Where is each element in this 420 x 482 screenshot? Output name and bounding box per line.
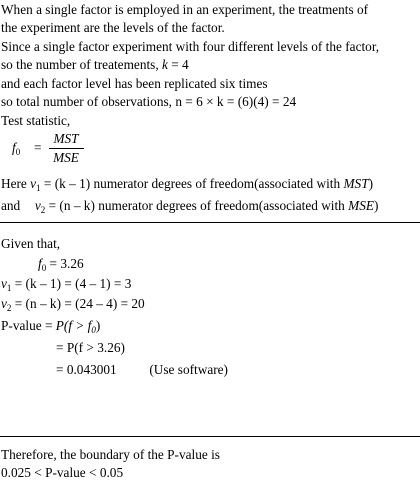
f-subscript: 0 xyxy=(15,147,21,157)
p-value-label: P-value = xyxy=(1,318,53,333)
given-label: Given that, xyxy=(1,236,61,251)
fraction-bar xyxy=(49,148,84,149)
here-line-2 xyxy=(1,198,378,215)
intro-line-6 xyxy=(1,94,296,110)
mse-term: MSE xyxy=(348,198,375,213)
v2-variable: v xyxy=(34,198,41,213)
given-v2-equation: = (n – k) = (24 – 4) = 20 xyxy=(14,296,145,311)
here-line-1 xyxy=(1,176,373,193)
fraction-denominator: MSE xyxy=(53,150,79,165)
p-value-line-3 xyxy=(56,362,228,378)
given-v1-equation: = (k – 1) = (4 – 1) = 3 xyxy=(14,276,132,291)
formula-equals: = xyxy=(34,140,42,155)
intro-line-1: When a single factor is employed in an experiment, the treatments of xyxy=(1,2,369,17)
conclusion-line-2: 0.025 < P-value < 0.05 xyxy=(1,465,124,480)
treatments-text: so the number of treatements, xyxy=(1,57,159,72)
given-f-subscript: 0 xyxy=(41,263,47,273)
here-prefix: Here xyxy=(1,176,27,191)
divider-1 xyxy=(0,222,420,223)
v1-close-paren: ) xyxy=(368,176,374,191)
p-value-line-2: = P(f > 3.26) xyxy=(56,340,125,355)
v2-subscript: 2 xyxy=(40,205,46,215)
k-variable: k xyxy=(162,57,168,72)
given-v2-subscript: 2 xyxy=(6,303,12,313)
p-value-line-1 xyxy=(1,318,100,335)
given-v1-variable: v xyxy=(1,276,7,291)
intro-line-3: Since a single factor experiment with four different levels of the factor, xyxy=(1,39,380,54)
k-value: = 4 xyxy=(171,57,189,72)
given-v2-variable: v xyxy=(1,296,7,311)
given-f0 xyxy=(38,256,84,273)
given-v1-subscript: 1 xyxy=(6,283,12,293)
p-value-subscript: 0 xyxy=(91,325,96,335)
p-value-close-paren: ) xyxy=(95,318,101,333)
divider-2 xyxy=(0,436,420,437)
v1-description: numerator degrees of freedom(associated with xyxy=(93,176,341,191)
intro-line-4 xyxy=(1,57,189,73)
v1-subscript: 1 xyxy=(36,183,41,193)
mst-term: MST xyxy=(343,176,369,191)
formula-lhs xyxy=(12,140,20,157)
observations-equation: n = 6 × k = (6)(4) = 24 xyxy=(175,94,297,109)
v2-close-paren: ) xyxy=(374,198,379,213)
and-prefix: and xyxy=(1,198,21,213)
intro-line-2: the experiment are the levels of the factor. xyxy=(1,20,225,35)
test-statistic-label: Test statistic, xyxy=(1,113,71,128)
given-f0-value: = 3.26 xyxy=(49,256,84,271)
given-v1 xyxy=(1,276,131,293)
p-value-expression: P(f > f xyxy=(55,318,92,333)
v1-variable: v xyxy=(30,176,37,191)
intro-line-5: and each factor level has been replicated six times xyxy=(1,76,268,91)
software-note: (Use software) xyxy=(149,362,228,377)
v2-description: numerator degrees of freedom(associated with xyxy=(98,198,345,213)
fraction-numerator: MST xyxy=(53,131,79,146)
given-f-variable: f xyxy=(38,256,42,271)
p-value-result: = 0.043001 xyxy=(56,362,117,377)
observations-text: so total number of observations, xyxy=(1,94,172,109)
v1-definition: = (k – 1) xyxy=(43,176,91,191)
f-variable: f xyxy=(12,140,16,155)
conclusion-line-1: Therefore, the boundary of the P-value is xyxy=(1,447,220,462)
given-v2 xyxy=(1,296,145,313)
v2-definition: = (n – k) xyxy=(48,198,95,213)
